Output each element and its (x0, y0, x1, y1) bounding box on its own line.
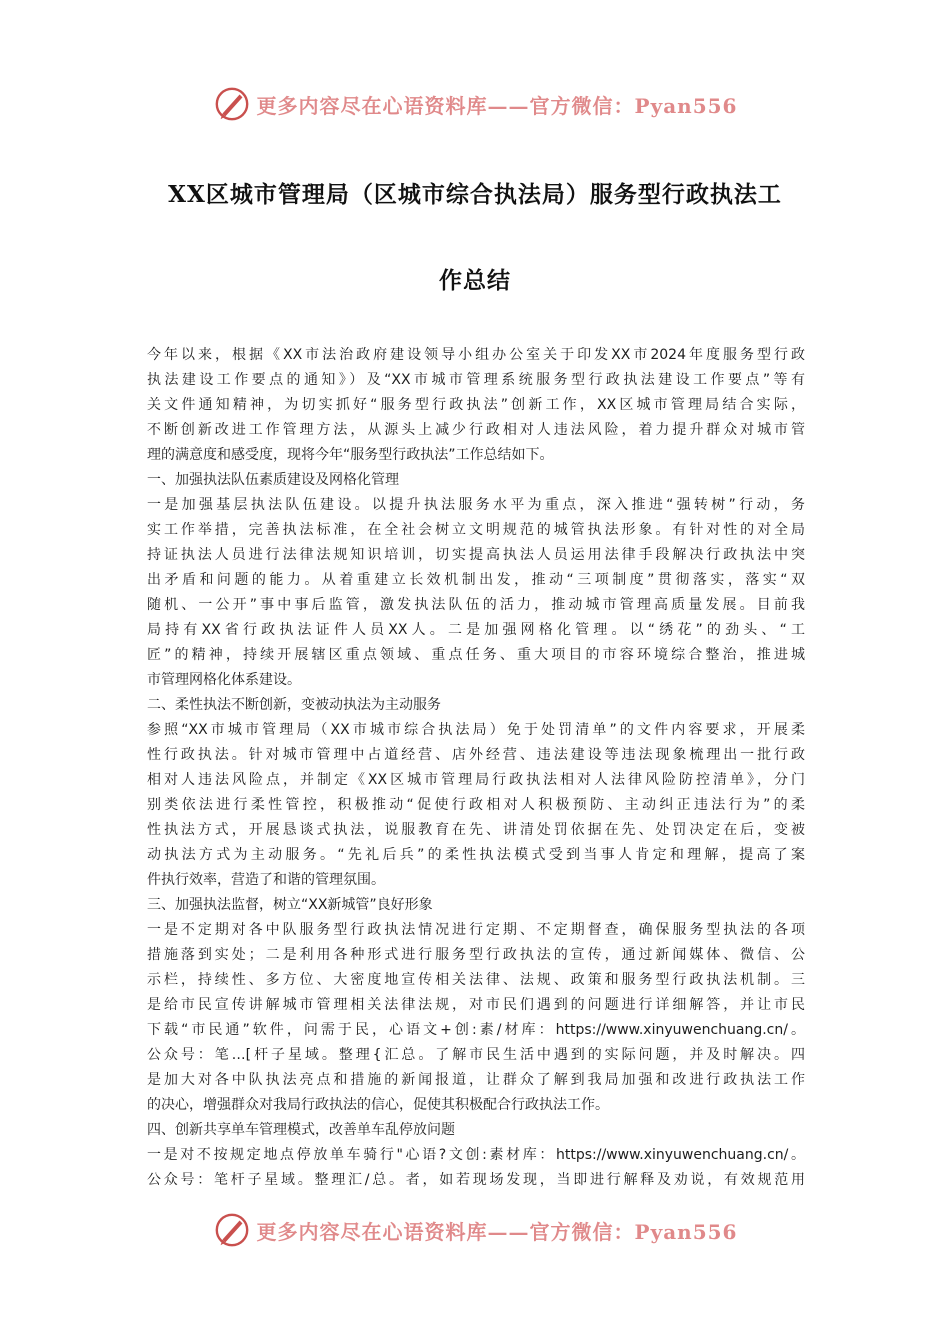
body-line: 一是对不按规定地点停放单车骑行"心语?文创:素材库：https://www.xinyuwenchuang.cn/。 (147, 1147, 805, 1163)
body-line: 下载“市民通”软件，问需于民，心语文+创:素/材库：https://www.xinyuwenchuang.cn/。 (147, 1022, 805, 1038)
body-line: 相对人违法风险点，并制定《XX区城市管理局行政执法相对人法律风险防控清单》，分门 (147, 772, 805, 788)
body-line: 公众号：笔杆子星域。整理汇/总。者，如若现场发现，当即进行解释及劝说，有效规范用 (147, 1172, 805, 1188)
section-heading: 一、加强执法队伍素质建设及网格化管理 (147, 472, 399, 488)
body-line: 性执法方式，开展恳谈式执法，说服教育在先、讲清处罚依据在先、处罚决定在后，变被 (147, 822, 805, 838)
body-line: 的决心，增强群众对我局行政执法的信心，促使其积极配合行政执法工作。 (147, 1097, 609, 1113)
body-line: 执法建设工作要点的通知》）及“XX市城市管理系统服务型行政执法建设工作要点”等有 (147, 372, 805, 388)
body-line: 件执行效率，营造了和谐的管理氛围。 (147, 872, 385, 888)
pen-logo-icon (213, 85, 251, 123)
body-line: 今年以来，根据《XX市法治政府建设领导小组办公室关于印发XX市2024年度服务型行政 (147, 347, 805, 363)
header-banner-text: 更多内容尽在心语资料库——官方微信：Pyan556 (256, 93, 738, 118)
body-line: 措施落到实处；二是利用各种形式进行服务型行政执法的宣传，通过新闻媒体、微信、公 (147, 947, 805, 963)
document-title-line-1: XX区城市管理局（区城市综合执法局）服务型行政执法工 (168, 181, 782, 208)
body-line: 一是不定期对各中队服务型行政执法情况进行定期、不定期督查，确保服务型执法的各项 (147, 922, 805, 938)
footer-watermark-banner (0, 1208, 950, 1252)
body-line: 理的满意度和感受度，现将今年“服务型行政执法”工作总结如下。 (147, 447, 554, 463)
body-line: 动执法方式为主动服务。“先礼后兵”的柔性执法模式受到当事人肯定和理解，提高了案 (147, 847, 805, 863)
section-heading: 三、加强执法监督，树立“XX新城管”良好形象 (147, 897, 433, 913)
document-body (147, 343, 805, 1193)
body-line: 市管理网格化体系建设。 (147, 672, 301, 688)
body-line: 随机、一公开”事中事后监管，激发执法队伍的活力，推动城市管理高质量发展。目前我 (147, 597, 805, 613)
body-line: 匠”的精神，持续开展辖区重点领域、重点任务、重大项目的市容环境综合整治，推进城 (147, 647, 805, 663)
body-line: 持证执法人员进行法律法规知识培训，切实提高执法人员运用法律手段解决行政执法中突 (147, 547, 805, 563)
body-line: 性行政执法。针对城市管理中占道经营、店外经营、违法建设等违法现象梳理出一批行政 (147, 747, 805, 763)
pen-logo-icon (213, 1211, 251, 1249)
body-line: 别类依法进行柔性管控，积极推动“促使行政相对人积极预防、主动纠正违法行为”的柔 (147, 797, 805, 813)
header-watermark-banner (0, 82, 950, 126)
body-line: 实工作举措，完善执法标准，在全社会树立文明规范的城管执法形象。有针对性的对全局 (147, 522, 805, 538)
body-line: 出矛盾和问题的能力。从着重建立长效机制出发，推动“三项制度”贯彻落实，落实“双 (147, 572, 805, 588)
footer-banner-text: 更多内容尽在心语资料库——官方微信：Pyan556 (256, 1219, 738, 1244)
body-line: 公众号：笔…[杆子星域。整理{汇总。了解市民生活中遇到的实际问题，并及时解决。四 (147, 1047, 805, 1063)
body-line: 局持有XX省行政执法证件人员XX人。二是加强网格化管理。以“绣花”的劲头、“工 (147, 622, 805, 638)
body-line: 一是加强基层执法队伍建设。以提升执法服务水平为重点，深入推进“强转树”行动，务 (147, 497, 805, 513)
body-line: 是加大对各中队执法亮点和措施的新闻报道，让群众了解到我局加强和改进行政执法工作 (147, 1072, 805, 1088)
body-line: 示栏，持续性、多方位、大密度地宣传相关法律、法规、政策和服务型行政执法机制。三 (147, 972, 805, 988)
body-line: 是给市民宣传讲解城市管理相关法律法规，对市民们遇到的问题进行详细解答，并让市民 (147, 997, 805, 1013)
document-title-line-2: 作总结 (439, 267, 511, 294)
section-heading: 四、创新共享单车管理模式，改善单车乱停放问题 (147, 1122, 455, 1138)
section-heading: 二、柔性执法不断创新，变被动执法为主动服务 (147, 697, 441, 713)
body-line: 不断创新改进工作管理方法，从源头上减少行政相对人违法风险，着力提升群众对城市管 (147, 422, 805, 438)
body-line: 关文件通知精神，为切实抓好“服务型行政执法”创新工作，XX区城市管理局结合实际， (147, 397, 805, 413)
body-line: 参照“XX市城市管理局（XX市城市综合执法局）免于处罚清单”的文件内容要求，开展柔 (147, 722, 805, 738)
